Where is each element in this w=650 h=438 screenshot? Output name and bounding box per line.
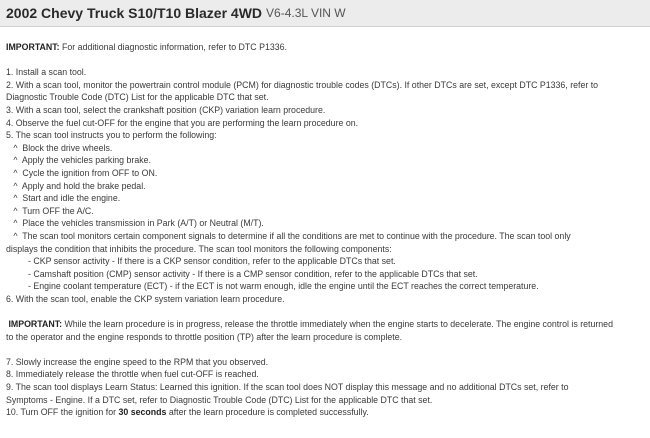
important-text: For additional diagnostic information, refer to DTC P1336. — [59, 42, 287, 52]
procedure-body — [0, 27, 650, 419]
substep-monitor-cont: displays the condition that inhibits the procedure. The scan tool monitors the following components: — [6, 243, 392, 254]
substep-block-wheels: ^ Block the drive wheels. — [6, 142, 113, 153]
step-9-cont: Symptoms - Engine. If a DTC set, refer to Diagnostic Trouble Code (DTC) List for the applicable DTC that set. — [6, 394, 433, 405]
step-1: 1. Install a scan tool. — [6, 67, 87, 78]
substep-ac-off: ^ Turn OFF the A/C. — [6, 205, 94, 216]
important-label-2: IMPORTANT: — [6, 319, 63, 330]
important-note-2 — [6, 318, 644, 331]
substep-cycle-ignition: ^ Cycle the ignition from OFF to ON. — [6, 167, 158, 178]
important-note-1 — [6, 41, 644, 54]
step-10 — [6, 406, 644, 419]
substep-parking-brake: ^ Apply the vehicles parking brake. — [6, 155, 151, 166]
step-6: 6. With the scan tool, enable the CKP system variation learn procedure. — [6, 293, 285, 304]
step-2: 2. With a scan tool, monitor the powertrain control module (PCM) for diagnostic trouble codes (DTCs). If other DTCs are set, except DTC P1336, refer to — [6, 79, 599, 90]
important-note-2-cont: to the operator and the engine responds to throttle position (TP) after the learn procedure is complete. — [6, 331, 403, 342]
component-cmp: - Camshaft position (CMP) sensor activity - If there is a CMP sensor condition, refer to the applicable DTCs that set. — [6, 268, 478, 279]
step-2-cont: Diagnostic Trouble Code (DTC) List for the applicable DTC that set. — [6, 92, 269, 103]
step-8: 8. Immediately release the throttle when fuel cut-OFF is reached. — [6, 369, 259, 380]
page-header — [0, 0, 650, 27]
step-3: 3. With a scan tool, select the crankshaft position (CKP) variation learn procedure. — [6, 104, 326, 115]
engine-spec: V6-4.3L VIN W — [266, 6, 346, 20]
step-7: 7. Slowly increase the engine speed to the RPM that you observed. — [6, 356, 269, 367]
component-ckp: - CKP sensor activity - If there is a CKP sensor condition, refer to the applicable DTCs that set. — [6, 256, 396, 267]
step-10-pre: 10. Turn OFF the ignition for — [6, 407, 119, 418]
page-title: 2002 Chevy Truck S10/T10 Blazer 4WD — [6, 5, 263, 21]
substep-start-engine: ^ Start and idle the engine. — [6, 193, 121, 204]
step-9: 9. The scan tool displays Learn Status: Learned this ignition. If the scan tool does NOT display this message and no additional DTCs set, refer to — [6, 382, 569, 393]
step-4: 4. Observe the fuel cut-OFF for the engine that you are performing the learn procedure on. — [6, 117, 359, 128]
component-ect: - Engine coolant temperature (ECT) - if the ECT is not warm enough, idle the engine until the ECT reaches the correct temperature. — [6, 281, 539, 292]
substep-transmission: ^ Place the vehicles transmission in Park (A/T) or Neutral (M/T). — [6, 218, 264, 229]
important-label: IMPORTANT: — [6, 42, 60, 52]
substep-brake-pedal: ^ Apply and hold the brake pedal. — [6, 180, 146, 191]
important-text-2: While the learn procedure is in progress, release the throttle immediately when the engine starts to decelerate. The engine control is returned — [62, 319, 613, 330]
step-10-duration: 30 seconds — [118, 407, 167, 418]
step-5: 5. The scan tool instructs you to perform the following: — [6, 130, 217, 141]
substep-monitor: ^ The scan tool monitors certain component signals to determine if all the conditions are met to continue with the procedure. The scan tool only — [6, 230, 571, 241]
step-10-post: after the learn procedure is completed successfully. — [166, 407, 369, 418]
